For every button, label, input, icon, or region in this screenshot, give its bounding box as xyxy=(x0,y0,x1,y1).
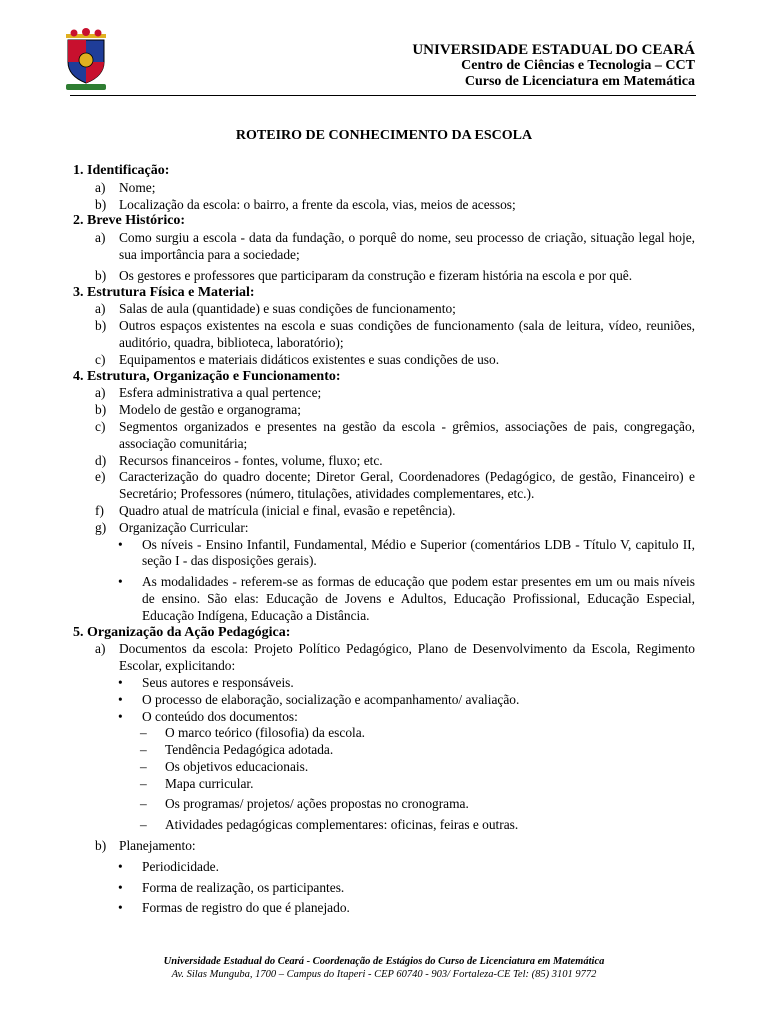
list-item: g) Organização Curricular: xyxy=(95,519,249,535)
section-heading-2: 2. Breve Histórico: xyxy=(73,213,186,229)
document-body xyxy=(73,163,695,917)
dash-item: – Tendência Pedagógica adotada. xyxy=(140,742,334,758)
dash-item: – Os objetivos educacionais. xyxy=(140,758,309,774)
list-item: a) Nome; xyxy=(95,179,156,195)
list-item: a) Salas de aula (quantidade) e suas condições de funcionamento; xyxy=(95,301,456,317)
university-crest-logo xyxy=(62,28,110,92)
section-heading-5: 5. Organização da Ação Pedagógica: xyxy=(73,624,291,640)
footer-address: Av. Silas Munguba, 1700 – Campus do Itaperi - CEP 60740 - 903/ Fortaleza-CE Tel: (85) 3101 9772 xyxy=(171,969,597,980)
section-heading-1: 1. Identificação: xyxy=(73,163,170,178)
bullet-item: • O conteúdo dos documentos: xyxy=(73,709,695,726)
document-title: ROTEIRO DE CONHECIMENTO DA ESCOLA xyxy=(235,128,533,143)
list-item: c) Segmentos organizados e presentes na gestão da escola - grêmios, associações de pais, congregação, associação comunitária; xyxy=(95,418,695,451)
list-item: a) Documentos da escola: Projeto Político Pedagógico, Plano de Desenvolvimento da Escola, Regimento Escolar, explicitando: xyxy=(95,641,695,674)
institution-header xyxy=(412,42,695,90)
bullet-item: • As modalidades - referem-se as formas de educação que podem estar presentes em um ou mais níveis de ensino. São elas: Educação de Jovens e Adultos, Educação Profissional, Educação Especial, Educação Indígena, Educação a Distância. xyxy=(73,574,695,624)
list-item: b) Outros espaços existentes na escola e suas condições de funcionamento (sala de leitura, vídeo, reuniões, auditório, quadra, biblioteca, laboratório); xyxy=(95,318,695,350)
bullet-item: • O processo de elaboração, socialização e acompanhamento/ avaliação. xyxy=(73,692,695,709)
header-divider xyxy=(70,95,696,96)
list-item: a) Esfera administrativa a qual pertence; xyxy=(95,385,322,401)
page-footer xyxy=(0,955,768,981)
section-heading-4: 4. Estrutura, Organização e Funcionamento: xyxy=(73,368,341,384)
list-item: b) Planejamento: xyxy=(95,838,196,854)
university-name: UNIVERSIDADE ESTADUAL DO CEARÁ xyxy=(412,42,695,58)
bullet-item: • Forma de realização, os participantes. xyxy=(73,880,695,897)
list-item: d) Recursos financeiros - fontes, volume, fluxo; etc. xyxy=(95,452,383,468)
list-item: a) Como surgiu a escola - data da fundação, o porquê do nome, seu processo de criação, situação legal hoje, sua importância para a sociedade; xyxy=(95,230,695,262)
footer-institution: Universidade Estadual do Ceará - Coordenação de Estágios do Curso de Licenciatura em Matemática xyxy=(163,956,605,967)
list-item: e) Caracterização do quadro docente; Diretor Geral, Coordenadores (Pedagógico, de gestão, Financeiro) e Secretário; Professores (número, titulações, atividades complementares, etc.). xyxy=(95,469,695,502)
center-name: Centro de Ciências e Tecnologia – CCT xyxy=(461,58,695,73)
course-name: Curso de Licenciatura em Matemática xyxy=(464,74,695,89)
dash-item: – Os programas/ projetos/ ações propostas no cronograma. xyxy=(140,796,469,812)
bullet-item: • Os níveis - Ensino Infantil, Fundamental, Médio e Superior (comentários LDB - Título V, capitulo II, seção I - das disposições gerais). xyxy=(73,537,695,571)
dash-item: – Mapa curricular. xyxy=(140,775,254,791)
dash-item: – O marco teórico (filosofia) da escola. xyxy=(140,725,366,741)
bullet-item: • Periodicidade. xyxy=(73,859,695,876)
list-item: b) Os gestores e professores que participaram da construção e fizeram história na escola e por quê. xyxy=(95,267,633,283)
bullet-item: • Formas de registro do que é planejado. xyxy=(73,900,695,917)
list-item: b) Modelo de gestão e organograma; xyxy=(95,402,301,418)
list-item: c) Equipamentos e materiais didáticos existentes e suas condições de uso. xyxy=(95,351,500,367)
list-item: f) Quadro atual de matrícula (inicial e final, evasão e repetência). xyxy=(95,502,456,518)
dash-item: – Atividades pedagógicas complementares: oficinas, feiras e outras. xyxy=(140,817,519,833)
section-heading-3: 3. Estrutura Física e Material: xyxy=(73,284,255,300)
list-item: b) Localização da escola: o bairro, a frente da escola, vias, meios de acessos; xyxy=(95,196,516,212)
bullet-item: • Seus autores e responsáveis. xyxy=(73,675,695,692)
